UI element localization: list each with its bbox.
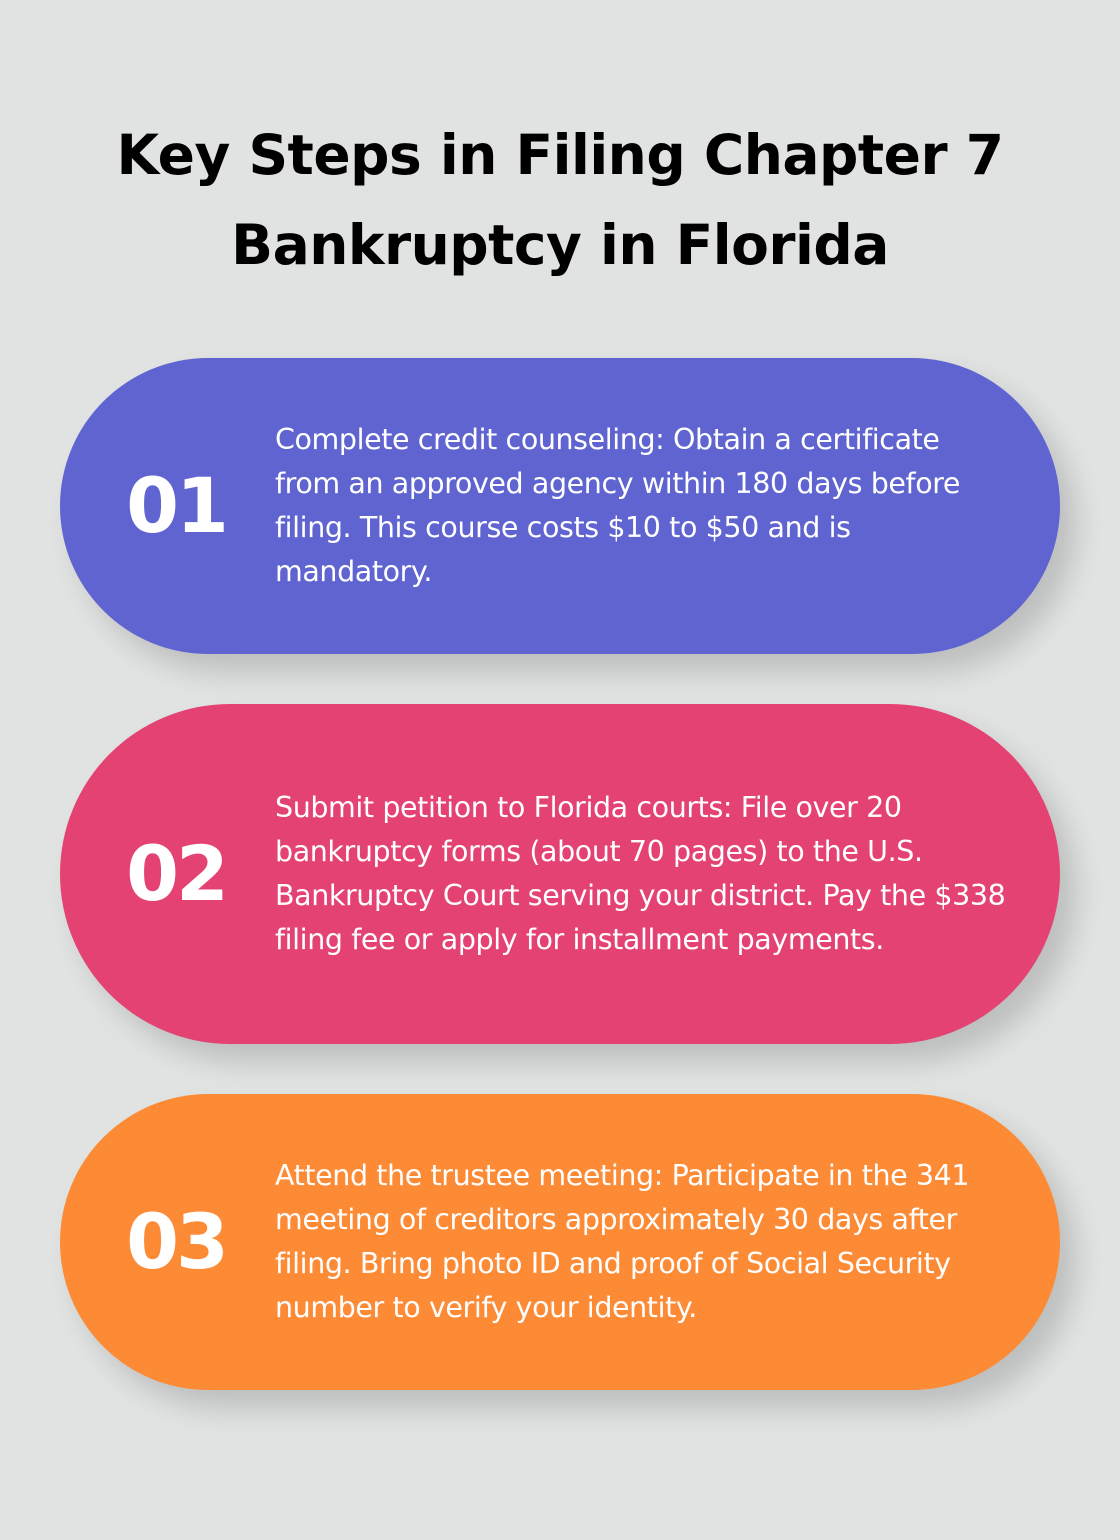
- step-description: Submit petition to Florida courts: File over 20 bankruptcy forms (about 70 pages) to the U.S. Bankruptcy Court serving your district. Pay the $338 filing fee or apply for installment payments.: [275, 791, 1006, 956]
- step-card-3: [60, 1094, 1060, 1390]
- page-title: Key Steps in Filing Chapter 7 Bankruptcy in Florida: [116, 123, 1004, 277]
- step-number: 03: [126, 1197, 226, 1286]
- step-card-2: [60, 704, 1060, 1044]
- step-number: 02: [126, 829, 226, 918]
- step-card-1: [60, 358, 1060, 654]
- step-description: Attend the trustee meeting: Participate in the 341 meeting of creditors approximately 30 days after filing. Bring photo ID and proof of Social Security number to verify your identity.: [275, 1159, 970, 1324]
- step-number: 01: [126, 461, 226, 550]
- step-description: Complete credit counseling: Obtain a certificate from an approved agency within 180 days before filing. This course costs $10 to $50 and is mandatory.: [275, 423, 961, 588]
